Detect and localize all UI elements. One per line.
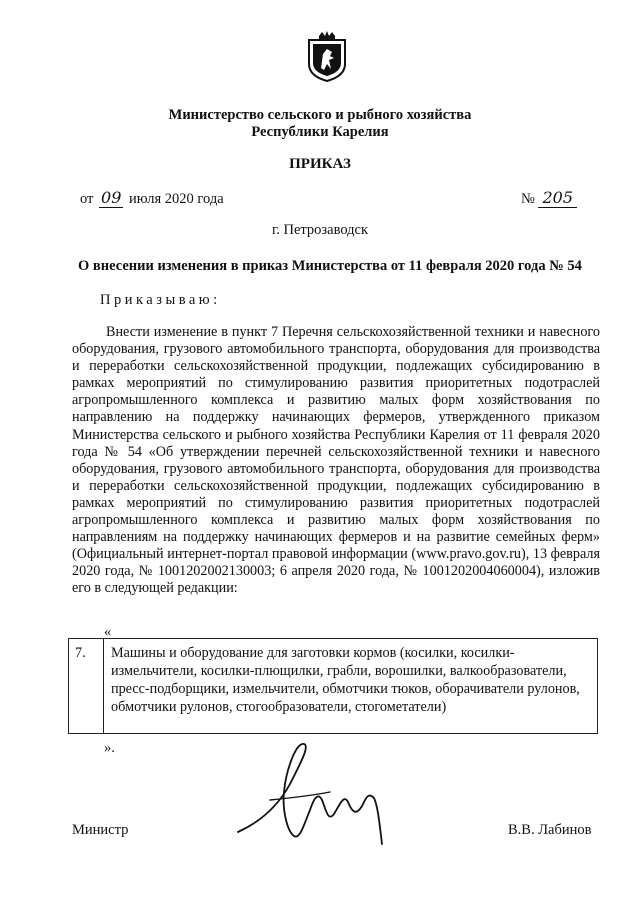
city: г. Петрозаводск: [271, 222, 369, 238]
ministry-name-line1: Министерство сельского и рыбного хозяйства: [168, 107, 472, 123]
coat-of-arms-emblem: [305, 30, 349, 82]
date-prefix: от: [80, 191, 94, 207]
amendment-table: [68, 638, 598, 734]
number-prefix: №: [521, 191, 535, 207]
order-body-paragraph: Внести изменение в пункт 7 Перечня сельскохозяйственной техники и навесного оборудования, грузового автомобильного транспорта, оборудования для производства и переработки сельскохозяйственной продукции, подлежащих субсидированию в рамках мероприятий по стимулированию развития приоритетных подотраслей агропромышленного комплекса и развитию малых форм хозяйствования по направлению на поддержку начинающих фермеров, утвержденного приказом Министерства сельского и рыбного хозяйства Республики Карелия от 11 февраля 2020 года № 54 «Об утверждении перечней сельскохозяйственной техники и навесного оборудования, грузового автомобильного транспорта, оборудования для производства и переработки сельскохозяйственной продукции, подлежащих субсидированию в рамках мероприятий по стимулированию развития приоритетных подотраслей агропромышленного комплекса и развитию малых форм хозяйствования по направлениям на поддержку начинающих фермеров и на развитие семейных ферм» (Официальный интернет-портал правовой информации (www.pravo.gov.ru), 13 февраля 2020 года, № 1001202002130003; 6 апреля 2020 года, № 1001202004060004), изложив его в следующей редакции:: [72, 324, 600, 597]
signatory-name: В.В. Лабинов: [508, 822, 592, 838]
ministry-name-line2: Республики Карелия: [251, 124, 389, 140]
date-rest: июля 2020 года: [129, 191, 224, 207]
order-number: [521, 188, 577, 208]
order-word: Приказываю:: [100, 292, 221, 308]
handwritten-signature: [230, 740, 400, 850]
table-row-number: 7.: [75, 645, 86, 661]
table-row-text: Машины и оборудование для заготовки кормов (косилки, косилки-измельчители, косилки-плющилки, грабли, ворошилки, валкообразователи, пресс-подборщики, измельчители, обмотчики тюков, оборачиватели рулонов, обмотчики рулонов, стогообразователи, стогометатели): [111, 645, 580, 715]
number-value-handwritten: 205: [538, 188, 577, 208]
quote-open: «: [104, 624, 112, 640]
document-type: ПРИКАЗ: [289, 156, 351, 172]
table-column-divider: [103, 639, 104, 733]
quote-close: ».: [104, 740, 115, 756]
date-day-handwritten: 09: [101, 188, 122, 207]
order-date: [80, 188, 224, 208]
signatory-title: Министр: [72, 822, 129, 838]
order-subject: О внесении изменения в приказ Министерства от 11 февраля 2020 года № 54: [78, 258, 582, 274]
